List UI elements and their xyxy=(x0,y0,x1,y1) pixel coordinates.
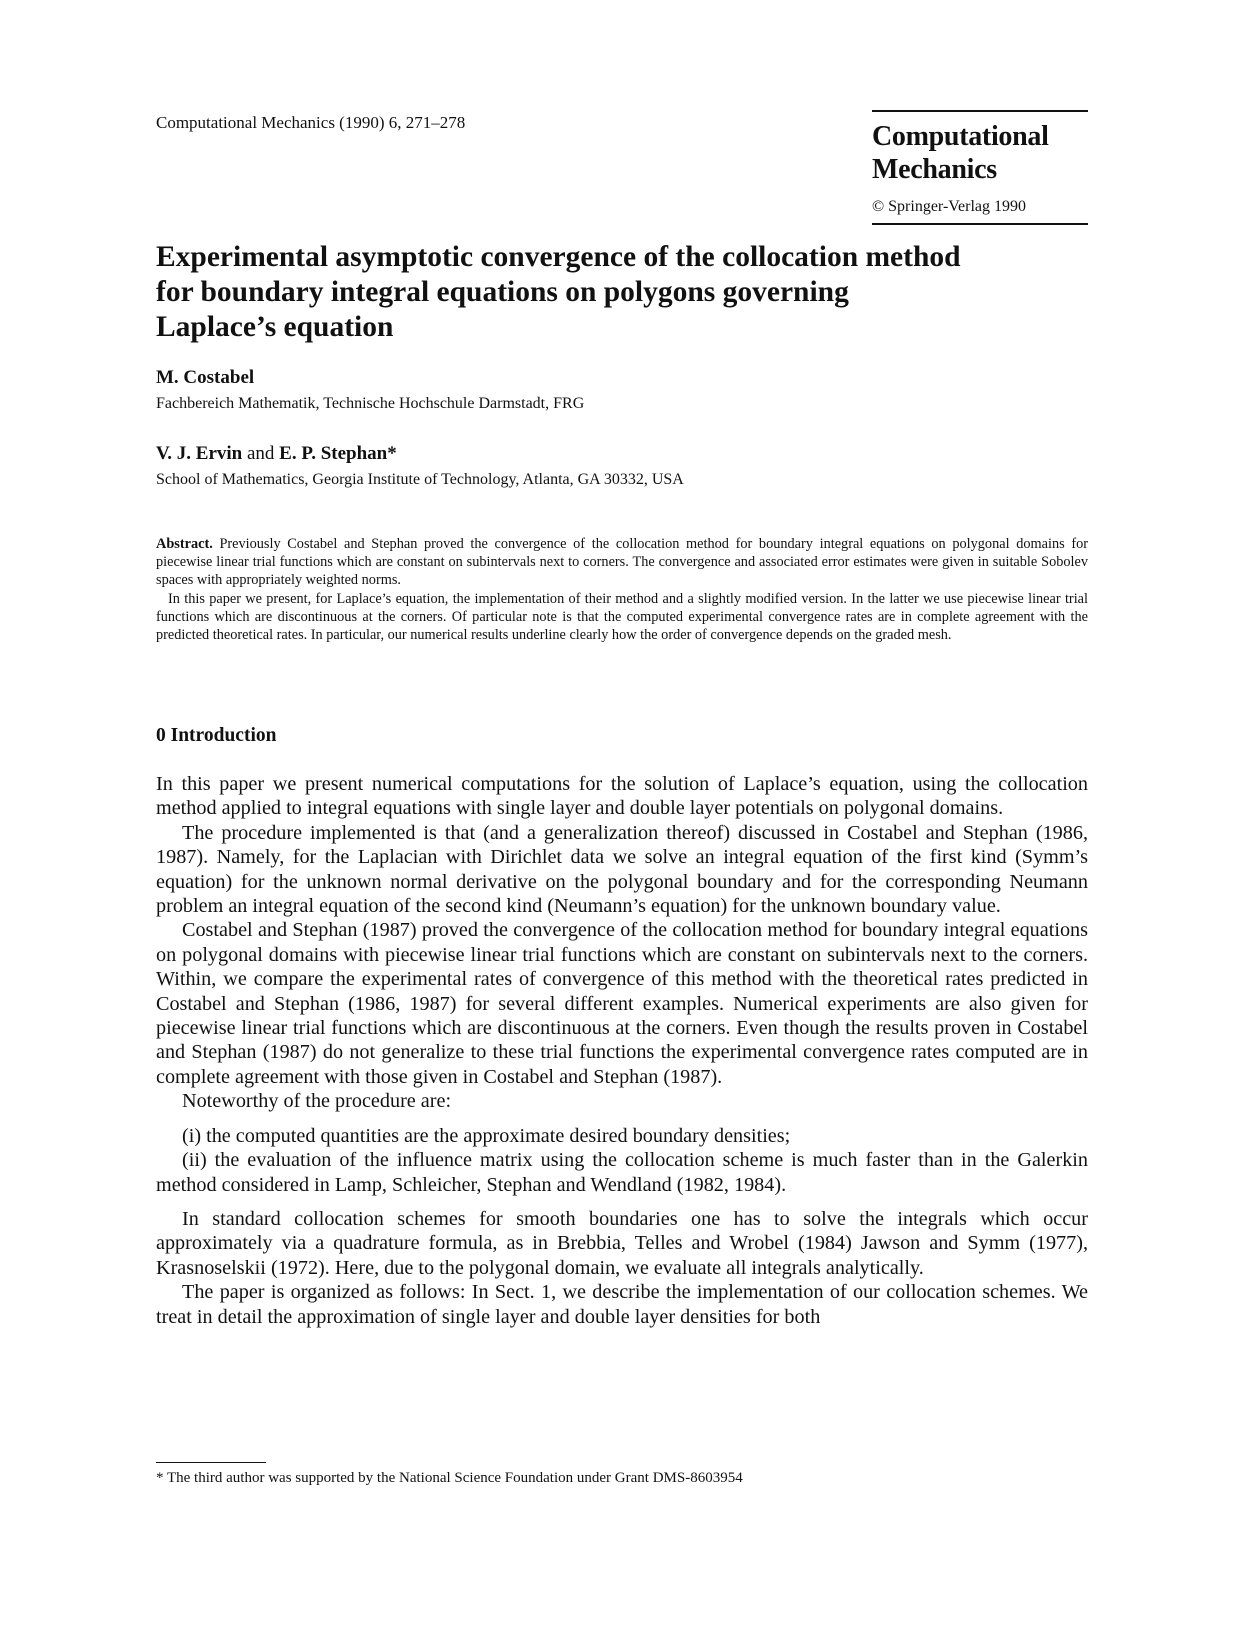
list-item-1: (i) the computed quantities are the approximate desired boundary densities; xyxy=(182,1124,791,1147)
abstract-label: Abstract. xyxy=(156,536,213,552)
journal-name-line2: Mechanics xyxy=(872,154,997,185)
journal-name xyxy=(872,112,1088,186)
body-paragraph-2: The procedure implemented is that (and a generalization thereof) discussed in Costabel and Stephan (1986, 1987). Namely, for the Laplacian with Dirichlet data we solve an integral equation of the first kind (Symm’s equation) for the unknown normal derivative on the polygonal boundary and for the corresponding Neumann problem an integral equation of the second kind (Neumann’s equation) for the unknown boundary value. xyxy=(156,821,1088,918)
journal-name-line1: Computational xyxy=(872,121,1049,152)
author-1-affiliation: Fachbereich Mathematik, Technische Hochschule Darmstadt, FRG xyxy=(156,395,585,412)
body-paragraph-3: Costabel and Stephan (1987) proved the convergence of the collocation method for boundary integral equations on polygonal domains with piecewise linear trial functions which are constant on subintervals next to the corners. Within, we compare the experimental rates of convergence of this method with the theoretical rates predicted in Costabel and Stephan (1986, 1987) for several different examples. Numerical experiments are also given for piecewise linear trial functions which are discontinuous at the corners. Even though the results proven in Costabel and Stephan (1987) do not generalize to these trial functions the experimental convergence rates computed are in complete agreement with those given in Costabel and Stephan (1987). xyxy=(156,919,1088,1088)
abstract xyxy=(156,535,1088,644)
footnote-rule xyxy=(156,1462,266,1463)
body-paragraph-1: In this paper we present numerical computations for the solution of Laplace’s equation, using the collocation method applied to integral equations with single layer and double layer potentials on polygonal domains. xyxy=(156,773,1088,820)
title-line-2: for boundary integral equations on polygons governing xyxy=(156,276,849,308)
abstract-text-1: Previously Costabel and Stephan proved the convergence of the collocation method for boundary integral equations on polygonal domains for piecewise linear trial functions which are constant on subintervals next to corners. The convergence and associated error estimates were given in suitable Sobolev spaces with appropriately weighted norms. xyxy=(156,536,1088,589)
body-paragraph-4: Noteworthy of the procedure are: xyxy=(182,1090,452,1113)
author-2-affiliation: School of Mathematics, Georgia Institute of Technology, Atlanta, GA 30332, USA xyxy=(156,471,684,488)
paper-title xyxy=(156,240,1056,345)
section-heading: 0 Introduction xyxy=(156,725,277,746)
author-connector: and xyxy=(242,443,280,464)
author-1-name: M. Costabel xyxy=(156,367,255,388)
journal-rule-bottom xyxy=(872,223,1088,225)
journal-citation: Computational Mechanics (1990) 6, 271–278 xyxy=(156,113,466,132)
footnote: * The third author was supported by the National Science Foundation under Grant DMS-8603954 xyxy=(156,1470,743,1486)
author-1 xyxy=(156,367,254,389)
journal-logo-block xyxy=(872,110,1088,225)
author-2-name: V. J. Ervin xyxy=(156,443,243,464)
body-paragraph-6: The paper is organized as follows: In Sect. 1, we describe the implementation of our collocation schemes. We treat in detail the approximation of single layer and double layer densities for both xyxy=(156,1281,1088,1328)
body-paragraph-5: In standard collocation schemes for smooth boundaries one has to solve the integrals which occur approximately via a quadrature formula, as in Brebbia, Telles and Wrobel (1984) Jawson and Symm (1977), Krasnoselskii (1972). Here, due to the polygonal domain, we evaluate all integrals analytically. xyxy=(156,1207,1088,1279)
author-3-name: E. P. Stephan* xyxy=(279,443,397,464)
list-item-2: (ii) the evaluation of the influence matrix using the collocation scheme is much faster than in the Galerkin method considered in Lamp, Schleicher, Stephan and Wendland (1982, 1984). xyxy=(156,1149,1088,1196)
abstract-paragraph-2: In this paper we present, for Laplace’s equation, the implementation of their method and a slightly modified version. In the latter we use piecewise linear trial functions which are discontinuous at the corners. Of particular note is that the computed experimental convergence rates are in complete agreement with the predicted theoretical rates. In particular, our numerical results underline clearly how the order of convergence depends on the graded mesh. xyxy=(156,590,1088,644)
abstract-paragraph-1 xyxy=(156,535,1088,590)
copyright-notice: © Springer-Verlag 1990 xyxy=(872,198,1027,215)
title-line-1: Experimental asymptotic convergence of the collocation method xyxy=(156,241,961,273)
title-line-3: Laplace’s equation xyxy=(156,311,394,343)
author-2 xyxy=(156,443,397,465)
body-text xyxy=(156,772,1088,1329)
